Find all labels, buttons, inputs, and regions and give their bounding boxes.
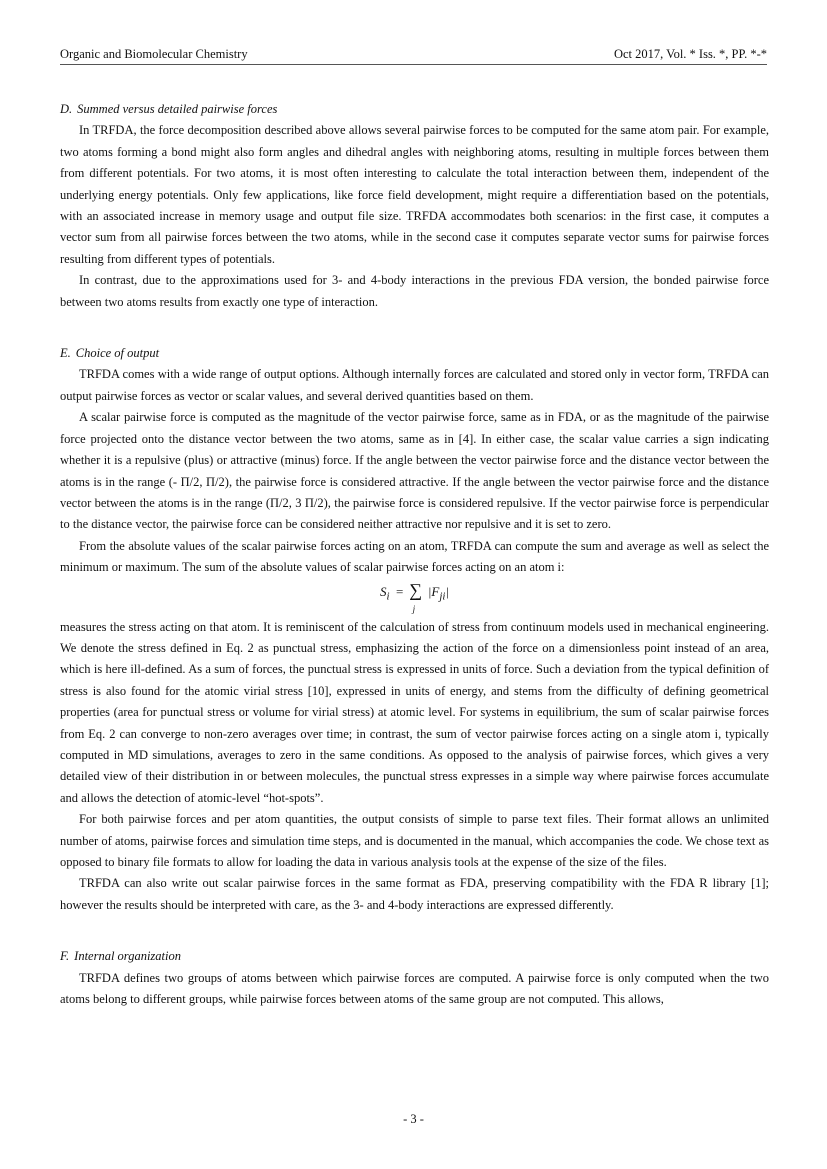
- page-body: [60, 99, 769, 1010]
- paragraph: From the absolute values of the scalar pairwise forces acting on an atom, TRFDA can compute the sum and average as well as select the minimum or maximum. The sum of the absolute values of scalar pairwise forces acting on an atom i:: [60, 538, 769, 575]
- issue-info: Oct 2017, Vol. * Iss. *, PP. *-*: [613, 47, 767, 61]
- paragraph: A scalar pairwise force is computed as the magnitude of the vector pairwise force, same as in FDA, or as the magnitude of the pairwise force projected onto the distance vector between the two atoms, same as in [4]. In either case, the scalar value carries a sign indicating whether it is a repulsive (plus) or attractive (minus) force. If the angle between the vector pairwise force and the distance vector between the atoms is in the range (- Π/2, Π/2), the pairwise force is considered attractive. If the angle between the vector pairwise force and the distance vector between the atoms is in the range (Π/2, 3 Π/2), the pairwise force is considered repulsive. If the vector pairwise force is perpendicular to the distance vector, the pairwise force can be considered neither attractive nor repulsive and it is set to zero.: [60, 410, 769, 532]
- page-header: [60, 46, 767, 65]
- paragraph: For both pairwise forces and per atom quantities, the output consists of simple to parse text files. Their format allows an unlimited number of atoms, pairwise forces and simulation time steps, and is documented in the manual, which accompanies the code. We chose text as opposed to binary file formats to allow for loading the data in various analysis tools at the expense of the size of the files.: [60, 812, 769, 869]
- section-heading-e: E. Choice of output: [60, 346, 160, 361]
- page-number: - 3 -: [403, 1112, 424, 1126]
- paragraph: In contrast, due to the approximations used for 3- and 4-body interactions in the previous FDA version, the bonded pairwise force between two atoms results from exactly one type of interaction.: [60, 273, 769, 309]
- section-heading-d: D. Summed versus detailed pairwise forces: [60, 102, 278, 116]
- journal-name: Organic and Biomolecular Chemistry: [60, 47, 248, 61]
- paragraph: In TRFDA, the force decomposition described above allows several pairwise forces to be computed for the same atom pair. For example, two atoms forming a bond might also form angles and dihedral angles with neighboring atoms, resulting in multiple forces between them from different potentials. For two atoms, it is most often interesting to calculate the total interaction between them, independent of the underlying energy potentials. Only few applications, like force field development, might require a differentiation based on the potentials, with an associated increase in memory usage and output file size. TRFDA accommodates both scenarios: in the first case, it computes a vector sum from all pairwise forces between the two atoms, while in the second case it computes separate vector sums for pairwise forces resulting from different types of potentials.: [60, 123, 769, 266]
- paragraph: TRFDA comes with a wide range of output options. Although internally forces are calculated and stored only in vector form, TRFDA can output pairwise forces as vector or scalar values, and several derived quantities based on them.: [60, 367, 769, 403]
- paragraph: TRFDA can also write out scalar pairwise forces in the same format as FDA, preserving compatibility with the FDA R library [1]; however the results should be interpreted with care, as the 3- and 4-body interactions are expressed differently.: [60, 876, 769, 912]
- equation-punctual-stress: $S_i$ = ∑ j $|F_{ji}|$: [380, 579, 449, 614]
- paragraph: TRFDA defines two groups of atoms between which pairwise forces are computed. A pairwise force is only computed when the two atoms belong to different groups, while pairwise forces between atoms of the same group are not computed. This allows,: [60, 970, 769, 1007]
- paragraph: measures the stress acting on that atom. It is reminiscent of the calculation of stress from continuum models used in mechanical engineering. We denote the stress defined in Eq. 2 as punctual stress, emphasizing the action of the force on a dimensionless point instead of an area, which is here ill-defined. As a sum of forces, the punctual stress is expressed in units of force. Such a deviation from the typical definition of stress is also found for the atomic virial stress [10], expressed in units of energy, and stems from the difficulty of defining geometrical properties (area for punctual stress or volume for virial stress) at atomic level. For systems in equilibrium, the sum of scalar pairwise forces from Eq. 2 can converge to non-zero averages over time; in contrast, the sum of vector pairwise forces acting on a single atom i, typically computed in MD simulations, averages to zero in the same conditions. As opposed to the analysis of pairwise forces, which gives a very detailed view of their distribution in or between molecules, the punctual stress expresses in a simple way where pairwise forces accumulate and allows the detection of atomic-level “hot-spots”.: [60, 619, 769, 805]
- section-heading-f: F. Internal organization: [60, 949, 181, 964]
